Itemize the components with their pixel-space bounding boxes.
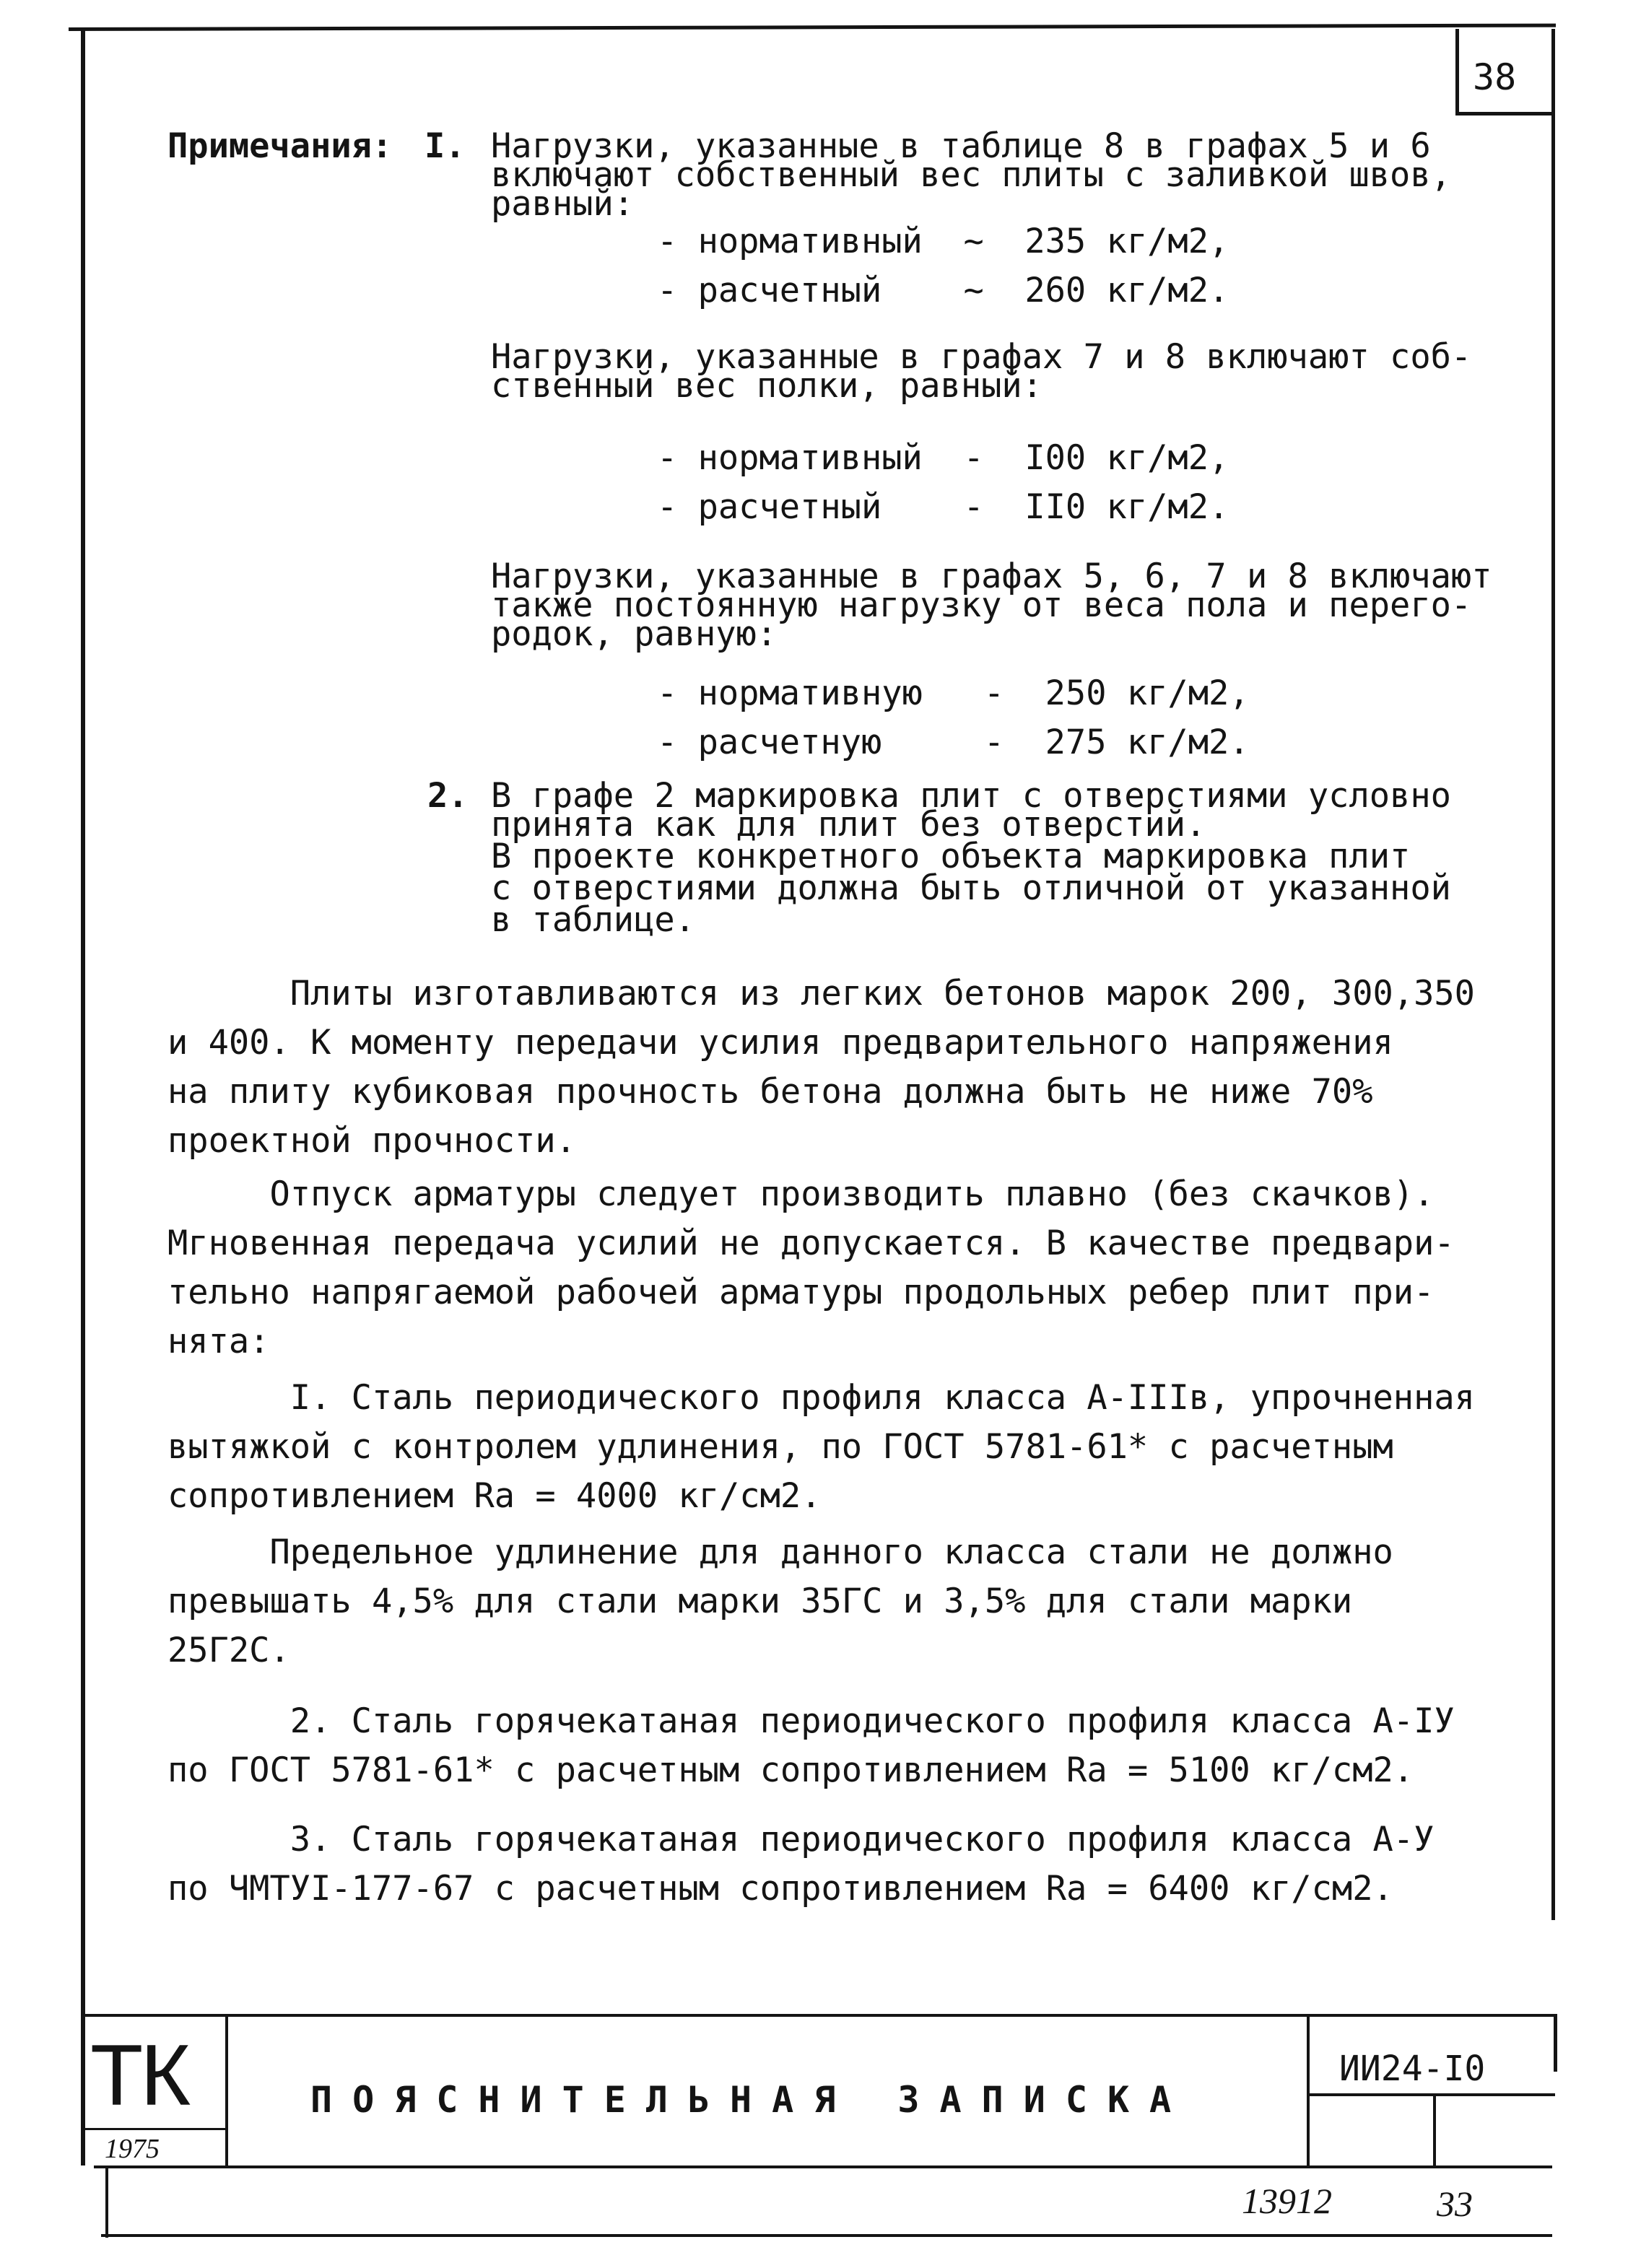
handwritten-number: 13912 bbox=[1242, 2181, 1332, 2221]
title-block-code-divider bbox=[1307, 2014, 1310, 2165]
note-2-number: 2. bbox=[427, 776, 469, 816]
footer-side-tick bbox=[105, 2165, 108, 2238]
frame-left-border bbox=[81, 29, 85, 2165]
note-2-line: в таблице. bbox=[491, 900, 695, 940]
load-value-line: - расчетный ~ 260 кг/м2. bbox=[657, 271, 1229, 310]
elongation-line: 25Г2С. bbox=[167, 1631, 290, 1670]
tk-logo: ТК bbox=[90, 2027, 188, 2124]
body-line: Плиты изготавливаются из легких бетонов марок 200, 300,350 bbox=[167, 974, 1475, 1013]
note-1-para3-line: Нагрузки, указанные в графах 5, 6, 7 и 8 включают bbox=[491, 557, 1492, 596]
title-block-logo-divider bbox=[225, 2014, 228, 2165]
load-value-line: - нормативную - 250 кг/м2, bbox=[657, 673, 1250, 713]
logo-underline bbox=[85, 2128, 227, 2130]
page-number: 38 bbox=[1473, 56, 1517, 98]
steel-item-1-line: I. Сталь периодического профиля класса А-IIIв, упрочненная bbox=[167, 1378, 1475, 1418]
note-1-line: включают собственный вес плиты с заливкой швов, bbox=[491, 155, 1451, 195]
body-line: Отпуск арматуры следует производить плавно (без скачков). bbox=[167, 1174, 1435, 1214]
elongation-line: превышать 4,5% для стали марки 35ГС и 3,5% для стали марки bbox=[167, 1582, 1353, 1621]
logo-year: 1975 bbox=[105, 2134, 160, 2164]
title-block-code-underline bbox=[1308, 2093, 1555, 2096]
load-value-line: - расчетную - 275 кг/м2. bbox=[657, 723, 1250, 762]
note-2-line: В графе 2 маркировка плит с отверстиями условно bbox=[491, 776, 1451, 816]
body-line: нята: bbox=[167, 1322, 270, 1361]
note-1-para3-line: родок, равную: bbox=[491, 614, 778, 654]
load-value-line: - нормативный - I00 кг/м2, bbox=[657, 438, 1229, 478]
steel-item-3-line: по ЧМТУI-177-67 с расчетным сопротивлением Rа = 6400 кг/см2. bbox=[167, 1869, 1393, 1909]
frame-right-border bbox=[1551, 29, 1555, 1920]
elongation-line: Предельное удлинение для данного класса стали не должно bbox=[167, 1532, 1393, 1572]
document-code: ИИ24-I0 bbox=[1339, 2049, 1486, 2089]
steel-item-1-line: вытяжкой с контролем удлинения, по ГОСТ 5781-61* с расчетным bbox=[167, 1427, 1393, 1467]
note-2-line: принята как для плит без отверстий. bbox=[491, 805, 1206, 845]
handwritten-page: 33 bbox=[1437, 2184, 1473, 2224]
steel-item-3-line: 3. Сталь горячекатаная периодического профиля класса А-У bbox=[167, 1820, 1435, 1859]
frame-right-border-low bbox=[1554, 2014, 1557, 2072]
steel-item-2-line: 2. Сталь горячекатаная периодического профиля класса А-IУ bbox=[167, 1701, 1455, 1741]
load-value-line: - нормативный ~ 235 кг/м2, bbox=[657, 222, 1229, 261]
steel-item-2-line: по ГОСТ 5781-61* с расчетным сопротивлением Rа = 5100 кг/см2. bbox=[167, 1750, 1414, 1790]
note-1-para2-line: ственный вес полки, равный: bbox=[491, 366, 1043, 406]
body-line: Мгновенная передача усилий не допускается. В качестве предвари- bbox=[167, 1224, 1455, 1263]
note-2-line: В проекте конкретного объекта маркировка плит bbox=[491, 837, 1411, 876]
title-block-top-border bbox=[83, 2014, 1556, 2017]
steel-item-1-line: сопротивлением Rа = 4000 кг/см2. bbox=[167, 1476, 822, 1516]
body-line: проектной прочности. bbox=[167, 1121, 576, 1161]
frame-top-border bbox=[69, 24, 1556, 31]
footer-bottom-line bbox=[101, 2234, 1552, 2237]
body-line: и 400. К моменту передачи усилия предварительного напряжения bbox=[167, 1023, 1393, 1063]
note-2-line: с отверстиями должна быть отличной от указанной bbox=[491, 868, 1451, 908]
note-1-para3-line: также постоянную нагрузку от веса пола и перего- bbox=[491, 585, 1472, 625]
title-block-bottom-border bbox=[94, 2165, 1552, 2168]
note-1-line: Нагрузки, указанные в таблице 8 в графах 5 и 6 bbox=[491, 126, 1431, 166]
body-line: на плиту кубиковая прочность бетона должна быть не ниже 70% bbox=[167, 1072, 1373, 1112]
notes-label: Примечания: bbox=[167, 126, 393, 166]
body-line: тельно напрягаемой рабочей арматуры продольных ребер плит при- bbox=[167, 1273, 1435, 1312]
note-1-para2-line: Нагрузки, указанные в графах 7 и 8 включают соб- bbox=[491, 337, 1472, 377]
document-title: ПОЯСНИТЕЛЬНАЯ ЗАПИСКА bbox=[310, 2079, 1192, 2121]
title-block-small-divider bbox=[1433, 2095, 1436, 2165]
note-1-number: I. bbox=[425, 126, 466, 166]
load-value-line: - расчетный - II0 кг/м2. bbox=[657, 487, 1229, 527]
note-1-line: равный: bbox=[491, 184, 635, 224]
